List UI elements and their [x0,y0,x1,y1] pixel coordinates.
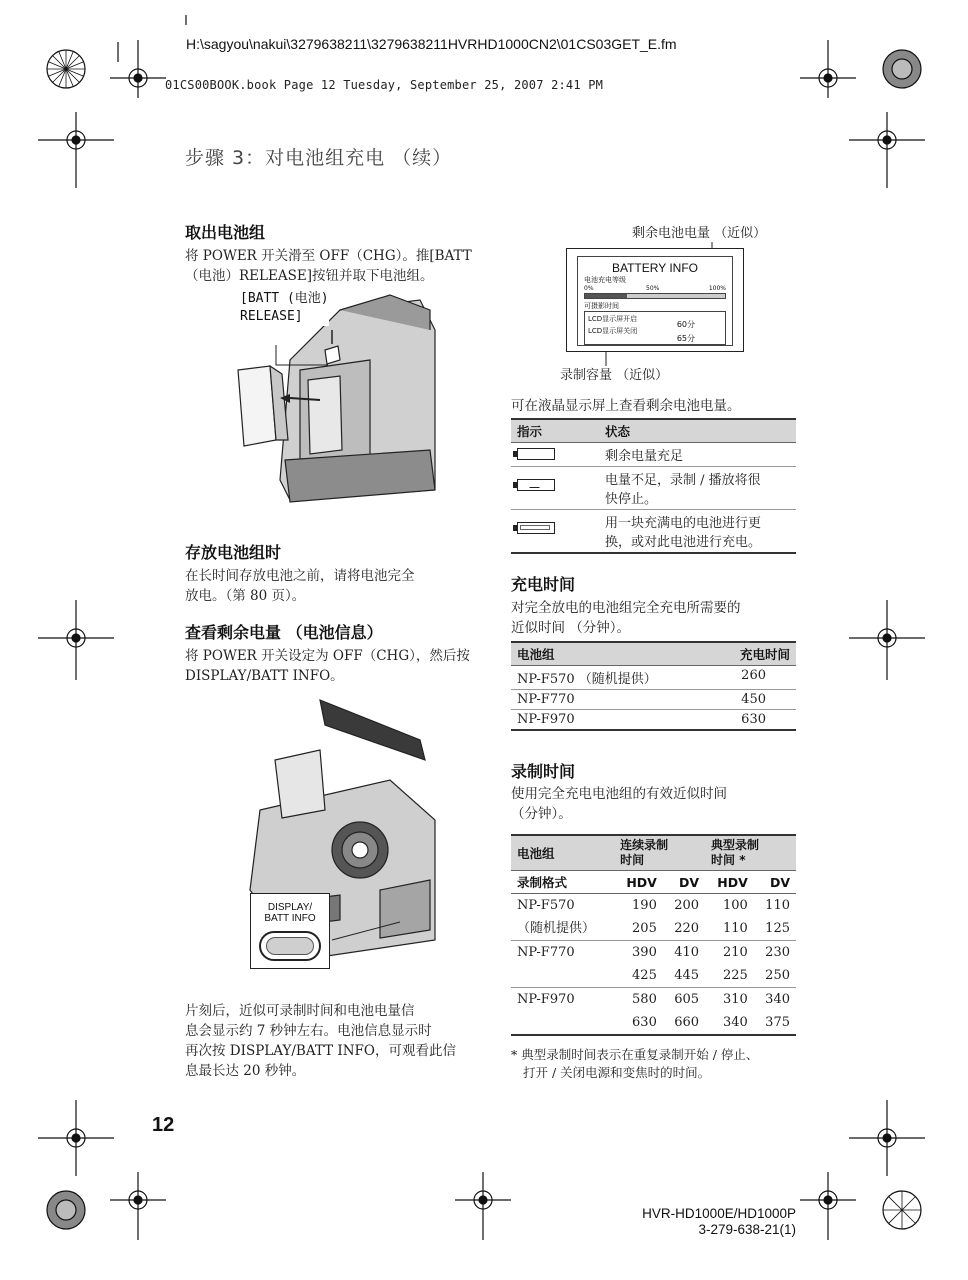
table-header: 典型录制 时间 * [705,835,796,871]
battery-empty-icon [517,522,555,534]
check-battery-title: 查看剩余电量 （电池信息） [185,623,383,642]
battery-info-screen [566,248,744,352]
table-header: 指示 [511,419,599,443]
lcd-off-label: LCD显示屏关闭 [588,327,638,335]
recording-time-footnote: * 典型录制时间表示在重复录制开始 / 停止、 打开 / 关闭电源和变焦时的时间。 [511,1047,759,1080]
table-header: DV [754,871,796,894]
model-number: HVR-HD1000E/HD1000P 3-279-638-21(1) [642,1206,796,1237]
batt-release-label: [BATT (电池) RELEASE] [240,291,329,324]
table-row: NP-F970 580 605 310 340 [517,992,790,1007]
battery-low-icon [517,479,555,491]
remove-battery-title: 取出电池组 [185,223,266,242]
recording-time-text: 使用完全充电电池组的有效近似时间 （分钟）。 [511,786,727,822]
charge-time-table [511,641,796,731]
page-number: 12 [152,1114,175,1136]
table-header: 充电时间 [713,642,796,666]
lcd-off-time: 65分 [676,334,695,343]
table-row: 剩余电量充足 [511,443,796,467]
display-batt-info-button[interactable] [259,931,321,961]
recording-time-label: 可摄影时间 [584,302,619,310]
store-battery-text: 在长时间存放电池之前，请将电池完全 放电。（第 80 页）。 [185,568,415,604]
table-row: NP-F970 630 [511,710,796,731]
recording-time-title: 录制时间 [511,762,576,781]
table-row: NP-F570 （随机提供） 260 [511,666,796,690]
lcd-on-label: LCD显示屏开启 [588,315,638,323]
store-battery-title: 存放电池组时 [185,543,282,562]
table-header: 电池组 [511,642,713,666]
charge-time-text: 对完全放电的电池组完全充电所需要的 近似时间 （分钟）。 [511,600,741,636]
table-header: DV [663,871,705,894]
book-info-line: 01CS00BOOK.book Page 12 Tuesday, September 25, 2007 2:41 PM [165,78,604,92]
table-header: 状态 [599,419,796,443]
table-row: NP-F570 190 200 100 110 [517,898,790,913]
table-row: 电量不足，录制 / 播放将很 快停止。 [511,467,796,510]
check-battery-text: 将 POWER 开关设定为 OFF（CHG），然后按 DISPLAY/BATT INFO。 [185,648,470,684]
charge-time-title: 充电时间 [511,575,576,594]
charge-scale: 0% 50% 100% [584,285,726,292]
battery-info-title: BATTERY INFO [611,261,698,275]
page-heading: 步骤 3：对电池组充电 （续） [185,147,453,169]
table-header: 录制格式 [511,871,614,894]
after-display-text: 片刻后，近似可录制时间和电池电量信 息会显示约 7 秒钟左右。电池信息显示时 再次按 DISPLAY/BATT INFO，可观看此信 息最长达 20 秒钟。 [185,1003,456,1079]
table-row: NP-F770 390 410 210 230 [517,945,790,960]
table-header: 连续录制 时间 [614,835,705,871]
table-row: 630 660 340 375 [511,1011,796,1035]
charge-level-bar [584,293,726,299]
table-row: （随机提供） 205 220 110 125 [511,917,796,941]
display-batt-info-label: DISPLAY/ BATT INFO [264,902,316,924]
battery-info-caption: 可在液晶显示屏上查看剩余电池电量。 [511,398,741,414]
display-batt-info-callout [250,893,330,969]
table-row: 425 445 225 250 [511,964,796,988]
recording-time-table [511,834,796,1036]
charge-level-label: 电池充电等级 [584,276,626,284]
table-header: 电池组 [511,835,614,871]
table-row: NP-F770 450 [511,690,796,710]
table-header: HDV [705,871,754,894]
table-row: 用一块充满电的电池进行更 换，或对此电池进行充电。 [511,510,796,554]
remove-battery-text: 将 POWER 开关滑至 OFF（CHG）。推[BATT （电池）RELEASE]按钮并取下电池组。 [185,248,472,284]
lcd-on-time: 60分 [676,320,695,329]
table-header: HDV [614,871,663,894]
recording-capacity-label: 录制容量 （近似） [560,368,669,383]
battery-full-icon [517,448,555,460]
file-path: H:\sagyou\nakui\3279638211\3279638211HVRHD1000CN2\01CS03GET_E.fm [186,36,677,52]
remaining-charge-label: 剩余电池电量 （近似） [632,226,767,241]
indicator-table [511,418,796,554]
